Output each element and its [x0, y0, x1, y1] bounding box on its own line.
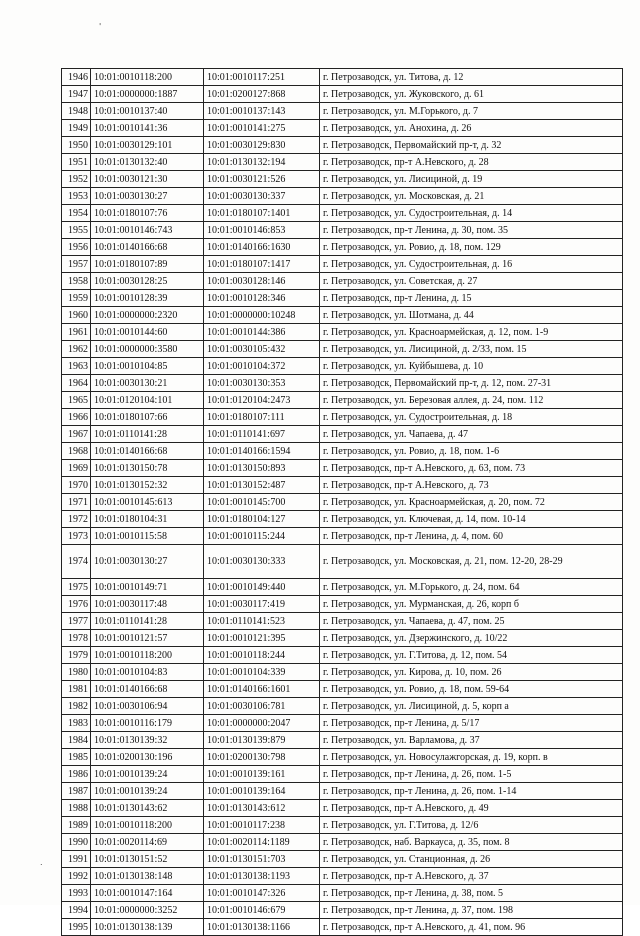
row-number: 1982: [62, 698, 91, 715]
new-cadastral-number: 10:01:0200130:798: [204, 749, 320, 766]
address-cell: г. Петрозаводск, ул. М.Горького, д. 24, пом. 64: [320, 579, 623, 596]
address-cell: г. Петрозаводск, пр-т А.Невского, д. 41, пом. 96: [320, 919, 623, 936]
address-cell: г. Петрозаводск, ул. Г.Титова, д. 12/6: [320, 817, 623, 834]
address-cell: г. Петрозаводск, ул. Ровио, д. 18, пом. 129: [320, 239, 623, 256]
address-cell: г. Петрозаводск, ул. Лисициной, д. 19: [320, 171, 623, 188]
new-cadastral-number: 10:01:0140166:1594: [204, 443, 320, 460]
table-row: [62, 324, 623, 341]
new-cadastral-number: 10:01:0010104:339: [204, 664, 320, 681]
property-table: [61, 68, 623, 936]
new-cadastral-number: 10:01:0000000:2047: [204, 715, 320, 732]
table-row: [62, 290, 623, 307]
row-number: 1979: [62, 647, 91, 664]
new-cadastral-number: 10:01:0010141:275: [204, 120, 320, 137]
address-cell: г. Петрозаводск, пр-т А.Невского, д. 37: [320, 868, 623, 885]
old-cadastral-number: 10:01:0130138:148: [91, 868, 204, 885]
old-cadastral-number: 10:01:0010146:743: [91, 222, 204, 239]
address-cell: г. Петрозаводск, пр-т А.Невского, д. 63, пом. 73: [320, 460, 623, 477]
new-cadastral-number: 10:01:0030117:419: [204, 596, 320, 613]
table-row: [62, 783, 623, 800]
new-cadastral-number: 10:01:0010139:161: [204, 766, 320, 783]
address-cell: г. Петрозаводск, ул. Судостроительная, д. 16: [320, 256, 623, 273]
old-cadastral-number: 10:01:0010118:200: [91, 69, 204, 86]
address-cell: г. Петрозаводск, пр-т Ленина, д. 26, пом. 1-5: [320, 766, 623, 783]
old-cadastral-number: 10:01:0020114:69: [91, 834, 204, 851]
table-row: [62, 137, 623, 154]
address-cell: г. Петрозаводск, ул. Ключевая, д. 14, пом. 10-14: [320, 511, 623, 528]
old-cadastral-number: 10:01:0030130:21: [91, 375, 204, 392]
row-number: 1959: [62, 290, 91, 307]
old-cadastral-number: 10:01:0120104:101: [91, 392, 204, 409]
table-row: [62, 154, 623, 171]
address-cell: г. Петрозаводск, пр-т Ленина, д. 30, пом. 35: [320, 222, 623, 239]
old-cadastral-number: 10:01:0030117:48: [91, 596, 204, 613]
table-row: [62, 664, 623, 681]
new-cadastral-number: 10:01:0010147:326: [204, 885, 320, 902]
new-cadastral-number: 10:01:0200127:868: [204, 86, 320, 103]
table-row: [62, 171, 623, 188]
old-cadastral-number: 10:01:0000000:3252: [91, 902, 204, 919]
row-number: 1970: [62, 477, 91, 494]
table-row: [62, 613, 623, 630]
address-cell: г. Петрозаводск, пр-т Ленина, д. 26, пом. 1-14: [320, 783, 623, 800]
row-number: 1974: [62, 545, 91, 579]
table-row: [62, 851, 623, 868]
row-number: 1946: [62, 69, 91, 86]
address-cell: г. Петрозаводск, пр-т А.Невского, д. 73: [320, 477, 623, 494]
table-row: [62, 885, 623, 902]
new-cadastral-number: 10:01:0140166:1601: [204, 681, 320, 698]
row-number: 1988: [62, 800, 91, 817]
address-cell: г. Петрозаводск, ул. Мурманская, д. 26, корп б: [320, 596, 623, 613]
table-row: [62, 766, 623, 783]
table-row: [62, 341, 623, 358]
row-number: 1963: [62, 358, 91, 375]
table-row: [62, 69, 623, 86]
new-cadastral-number: 10:01:0180107:1417: [204, 256, 320, 273]
address-cell: г. Петрозаводск, ул. Судостроительная, д. 14: [320, 205, 623, 222]
new-cadastral-number: 10:01:0180107:1401: [204, 205, 320, 222]
address-cell: г. Петрозаводск, ул. Ровио, д. 18, пом. 59-64: [320, 681, 623, 698]
row-number: 1952: [62, 171, 91, 188]
new-cadastral-number: 10:01:0130152:487: [204, 477, 320, 494]
table-row: [62, 273, 623, 290]
old-cadastral-number: 10:01:0000000:2320: [91, 307, 204, 324]
address-cell: г. Петрозаводск, пр-т А.Невского, д. 49: [320, 800, 623, 817]
row-number: 1965: [62, 392, 91, 409]
row-number: 1960: [62, 307, 91, 324]
address-cell: г. Петрозаводск, ул. Шотмана, д. 44: [320, 307, 623, 324]
table-row: [62, 715, 623, 732]
address-cell: г. Петрозаводск, пр-т Ленина, д. 5/17: [320, 715, 623, 732]
old-cadastral-number: 10:01:0010116:179: [91, 715, 204, 732]
new-cadastral-number: 10:01:0180107:111: [204, 409, 320, 426]
new-cadastral-number: 10:01:0010144:386: [204, 324, 320, 341]
table-row: [62, 596, 623, 613]
address-cell: г. Петрозаводск, ул. Жуковского, д. 61: [320, 86, 623, 103]
row-number: 1983: [62, 715, 91, 732]
address-cell: г. Петрозаводск, ул. Ровио, д. 18, пом. 1-6: [320, 443, 623, 460]
table-row: [62, 443, 623, 460]
old-cadastral-number: 10:01:0180107:66: [91, 409, 204, 426]
table-row: [62, 919, 623, 936]
old-cadastral-number: 10:01:0180104:31: [91, 511, 204, 528]
table-row: [62, 307, 623, 324]
row-number: 1962: [62, 341, 91, 358]
address-cell: г. Петрозаводск, ул. Г.Титова, д. 12, пом. 54: [320, 647, 623, 664]
table-row: [62, 409, 623, 426]
table-row: [62, 120, 623, 137]
row-number: 1958: [62, 273, 91, 290]
new-cadastral-number: 10:01:0030130:353: [204, 375, 320, 392]
address-cell: г. Петрозаводск, ул. Станционная, д. 26: [320, 851, 623, 868]
row-number: 1954: [62, 205, 91, 222]
old-cadastral-number: 10:01:0010118:200: [91, 647, 204, 664]
new-cadastral-number: 10:01:0020114:1189: [204, 834, 320, 851]
row-number: 1966: [62, 409, 91, 426]
new-cadastral-number: 10:01:0010137:143: [204, 103, 320, 120]
new-cadastral-number: 10:01:0010121:395: [204, 630, 320, 647]
table-row: [62, 902, 623, 919]
new-cadastral-number: 10:01:0030128:146: [204, 273, 320, 290]
new-cadastral-number: 10:01:0140166:1630: [204, 239, 320, 256]
address-cell: г. Петрозаводск, ул. Новосулажгорская, д. 19, корп. в: [320, 749, 623, 766]
table-row: [62, 375, 623, 392]
row-number: 1961: [62, 324, 91, 341]
old-cadastral-number: 10:01:0010139:24: [91, 766, 204, 783]
row-number: 1972: [62, 511, 91, 528]
address-cell: г. Петрозаводск, ул. Красноармейская, д. 12, пом. 1-9: [320, 324, 623, 341]
new-cadastral-number: 10:01:0010146:679: [204, 902, 320, 919]
table-row: [62, 103, 623, 120]
row-number: 1964: [62, 375, 91, 392]
table-row: [62, 817, 623, 834]
address-cell: г. Петрозаводск, ул. Куйбышева, д. 10: [320, 358, 623, 375]
address-cell: г. Петрозаводск, пр-т Ленина, д. 4, пом. 60: [320, 528, 623, 545]
row-number: 1986: [62, 766, 91, 783]
address-cell: г. Петрозаводск, наб. Варкауса, д. 35, пом. 8: [320, 834, 623, 851]
old-cadastral-number: 10:01:0010149:71: [91, 579, 204, 596]
new-cadastral-number: 10:01:0030129:830: [204, 137, 320, 154]
old-cadastral-number: 10:01:0140166:68: [91, 239, 204, 256]
table-row: [62, 834, 623, 851]
old-cadastral-number: 10:01:0140166:68: [91, 443, 204, 460]
new-cadastral-number: 10:01:0010117:251: [204, 69, 320, 86]
new-cadastral-number: 10:01:0130138:1166: [204, 919, 320, 936]
new-cadastral-number: 10:01:0010139:164: [204, 783, 320, 800]
address-cell: г. Петрозаводск, ул. Лисициной, д. 5, корп а: [320, 698, 623, 715]
address-cell: г. Петрозаводск, пр-т Ленина, д. 37, пом. 198: [320, 902, 623, 919]
new-cadastral-number: 10:01:0010117:238: [204, 817, 320, 834]
new-cadastral-number: 10:01:0110141:697: [204, 426, 320, 443]
table-row: [62, 647, 623, 664]
address-cell: г. Петрозаводск, ул. Московская, д. 21: [320, 188, 623, 205]
new-cadastral-number: 10:01:0130138:1193: [204, 868, 320, 885]
row-number: 1992: [62, 868, 91, 885]
new-cadastral-number: 10:01:0130151:703: [204, 851, 320, 868]
table-row: [62, 205, 623, 222]
table-row: [62, 511, 623, 528]
new-cadastral-number: 10:01:0030121:526: [204, 171, 320, 188]
old-cadastral-number: 10:01:0110141:28: [91, 426, 204, 443]
old-cadastral-number: 10:01:0030121:30: [91, 171, 204, 188]
old-cadastral-number: 10:01:0110141:28: [91, 613, 204, 630]
old-cadastral-number: 10:01:0180107:76: [91, 205, 204, 222]
row-number: 1957: [62, 256, 91, 273]
old-cadastral-number: 10:01:0030106:94: [91, 698, 204, 715]
table-row: [62, 222, 623, 239]
new-cadastral-number: 10:01:0010146:853: [204, 222, 320, 239]
old-cadastral-number: 10:01:0130152:32: [91, 477, 204, 494]
address-cell: г. Петрозаводск, ул. Чапаева, д. 47: [320, 426, 623, 443]
table-row: [62, 392, 623, 409]
new-cadastral-number: 10:01:0110141:523: [204, 613, 320, 630]
table-row: [62, 732, 623, 749]
old-cadastral-number: 10:01:0010128:39: [91, 290, 204, 307]
new-cadastral-number: 10:01:0010145:700: [204, 494, 320, 511]
old-cadastral-number: 10:01:0010104:83: [91, 664, 204, 681]
address-cell: г. Петрозаводск, ул. Лисициной, д. 2/33, пом. 15: [320, 341, 623, 358]
old-cadastral-number: 10:01:0010121:57: [91, 630, 204, 647]
table-row: [62, 86, 623, 103]
row-number: 1971: [62, 494, 91, 511]
table-row: [62, 239, 623, 256]
table-row: [62, 630, 623, 647]
row-number: 1990: [62, 834, 91, 851]
table-row: [62, 749, 623, 766]
row-number: 1948: [62, 103, 91, 120]
new-cadastral-number: 10:01:0030105:432: [204, 341, 320, 358]
address-cell: г. Петрозаводск, ул. Чапаева, д. 47, пом. 25: [320, 613, 623, 630]
row-number: 1991: [62, 851, 91, 868]
new-cadastral-number: 10:01:0000000:10248: [204, 307, 320, 324]
row-number: 1967: [62, 426, 91, 443]
old-cadastral-number: 10:01:0200130:196: [91, 749, 204, 766]
new-cadastral-number: 10:01:0030106:781: [204, 698, 320, 715]
old-cadastral-number: 10:01:0130150:78: [91, 460, 204, 477]
old-cadastral-number: 10:01:0030130:27: [91, 545, 204, 579]
row-number: 1976: [62, 596, 91, 613]
address-cell: г. Петрозаводск, ул. М.Горького, д. 7: [320, 103, 623, 120]
old-cadastral-number: 10:01:0130143:62: [91, 800, 204, 817]
row-number: 1975: [62, 579, 91, 596]
table-row: [62, 477, 623, 494]
address-cell: г. Петрозаводск, пр-т А.Невского, д. 28: [320, 154, 623, 171]
row-number: 1969: [62, 460, 91, 477]
new-cadastral-number: 10:01:0030130:337: [204, 188, 320, 205]
table-row: [62, 545, 623, 579]
row-number: 1989: [62, 817, 91, 834]
old-cadastral-number: 10:01:0130132:40: [91, 154, 204, 171]
row-number: 1951: [62, 154, 91, 171]
new-cadastral-number: 10:01:0010128:346: [204, 290, 320, 307]
row-number: 1993: [62, 885, 91, 902]
row-number: 1977: [62, 613, 91, 630]
old-cadastral-number: 10:01:0130151:52: [91, 851, 204, 868]
old-cadastral-number: 10:01:0010115:58: [91, 528, 204, 545]
old-cadastral-number: 10:01:0000000:3580: [91, 341, 204, 358]
new-cadastral-number: 10:01:0120104:2473: [204, 392, 320, 409]
address-cell: г. Петрозаводск, ул. Титова, д. 12: [320, 69, 623, 86]
table-row: [62, 426, 623, 443]
table-row: [62, 579, 623, 596]
address-cell: г. Петрозаводск, Первомайский пр-т, д. 12, пом. 27-31: [320, 375, 623, 392]
new-cadastral-number: 10:01:0130132:194: [204, 154, 320, 171]
old-cadastral-number: 10:01:0180107:89: [91, 256, 204, 273]
old-cadastral-number: 10:01:0010141:36: [91, 120, 204, 137]
address-cell: г. Петрозаводск, ул. Красноармейская, д. 20, пом. 72: [320, 494, 623, 511]
old-cadastral-number: 10:01:0140166:68: [91, 681, 204, 698]
row-number: 1980: [62, 664, 91, 681]
table-row: [62, 188, 623, 205]
address-cell: г. Петрозаводск, ул. Советская, д. 27: [320, 273, 623, 290]
row-number: 1949: [62, 120, 91, 137]
old-cadastral-number: 10:01:0010147:164: [91, 885, 204, 902]
row-number: 1987: [62, 783, 91, 800]
table-row: [62, 358, 623, 375]
table-row: [62, 868, 623, 885]
table-row: [62, 494, 623, 511]
row-number: 1956: [62, 239, 91, 256]
table-row: [62, 460, 623, 477]
table-row: [62, 800, 623, 817]
table-row: [62, 698, 623, 715]
address-cell: г. Петрозаводск, ул. Варламова, д. 37: [320, 732, 623, 749]
old-cadastral-number: 10:01:0010145:613: [91, 494, 204, 511]
new-cadastral-number: 10:01:0130139:879: [204, 732, 320, 749]
address-cell: г. Петрозаводск, Первомайский пр-т, д. 32: [320, 137, 623, 154]
row-number: 1953: [62, 188, 91, 205]
new-cadastral-number: 10:01:0180104:127: [204, 511, 320, 528]
new-cadastral-number: 10:01:0010104:372: [204, 358, 320, 375]
row-number: 1950: [62, 137, 91, 154]
old-cadastral-number: 10:01:0010104:85: [91, 358, 204, 375]
new-cadastral-number: 10:01:0010149:440: [204, 579, 320, 596]
old-cadastral-number: 10:01:0130138:139: [91, 919, 204, 936]
address-cell: г. Петрозаводск, ул. Кирова, д. 10, пом. 26: [320, 664, 623, 681]
address-cell: г. Петрозаводск, ул. Судостроительная, д. 18: [320, 409, 623, 426]
table-row: [62, 528, 623, 545]
row-number: 1984: [62, 732, 91, 749]
old-cadastral-number: 10:01:0010144:60: [91, 324, 204, 341]
table-row: [62, 681, 623, 698]
address-cell: г. Петрозаводск, ул. Московская, д. 21, пом. 12-20, 28-29: [320, 545, 623, 579]
new-cadastral-number: 10:01:0130143:612: [204, 800, 320, 817]
old-cadastral-number: 10:01:0030128:25: [91, 273, 204, 290]
old-cadastral-number: 10:01:0010118:200: [91, 817, 204, 834]
scan-mark: .: [40, 858, 43, 867]
row-number: 1978: [62, 630, 91, 647]
scan-mark: ': [99, 22, 102, 31]
new-cadastral-number: 10:01:0030130:333: [204, 545, 320, 579]
row-number: 1947: [62, 86, 91, 103]
old-cadastral-number: 10:01:0000000:1887: [91, 86, 204, 103]
row-number: 1985: [62, 749, 91, 766]
address-cell: г. Петрозаводск, пр-т Ленина, д. 15: [320, 290, 623, 307]
old-cadastral-number: 10:01:0130139:32: [91, 732, 204, 749]
old-cadastral-number: 10:01:0030129:101: [91, 137, 204, 154]
row-number: 1968: [62, 443, 91, 460]
address-cell: г. Петрозаводск, ул. Анохина, д. 26: [320, 120, 623, 137]
row-number: 1994: [62, 902, 91, 919]
new-cadastral-number: 10:01:0130150:893: [204, 460, 320, 477]
row-number: 1955: [62, 222, 91, 239]
row-number: 1973: [62, 528, 91, 545]
table-row: [62, 256, 623, 273]
new-cadastral-number: 10:01:0010115:244: [204, 528, 320, 545]
old-cadastral-number: 10:01:0030130:27: [91, 188, 204, 205]
row-number: 1995: [62, 919, 91, 936]
old-cadastral-number: 10:01:0010137:40: [91, 103, 204, 120]
address-cell: г. Петрозаводск, ул. Дзержинского, д. 10/22: [320, 630, 623, 647]
new-cadastral-number: 10:01:0010118:244: [204, 647, 320, 664]
address-cell: г. Петрозаводск, ул. Березовая аллея, д. 24, пом. 112: [320, 392, 623, 409]
old-cadastral-number: 10:01:0010139:24: [91, 783, 204, 800]
address-cell: г. Петрозаводск, пр-т Ленина, д. 38, пом. 5: [320, 885, 623, 902]
row-number: 1981: [62, 681, 91, 698]
